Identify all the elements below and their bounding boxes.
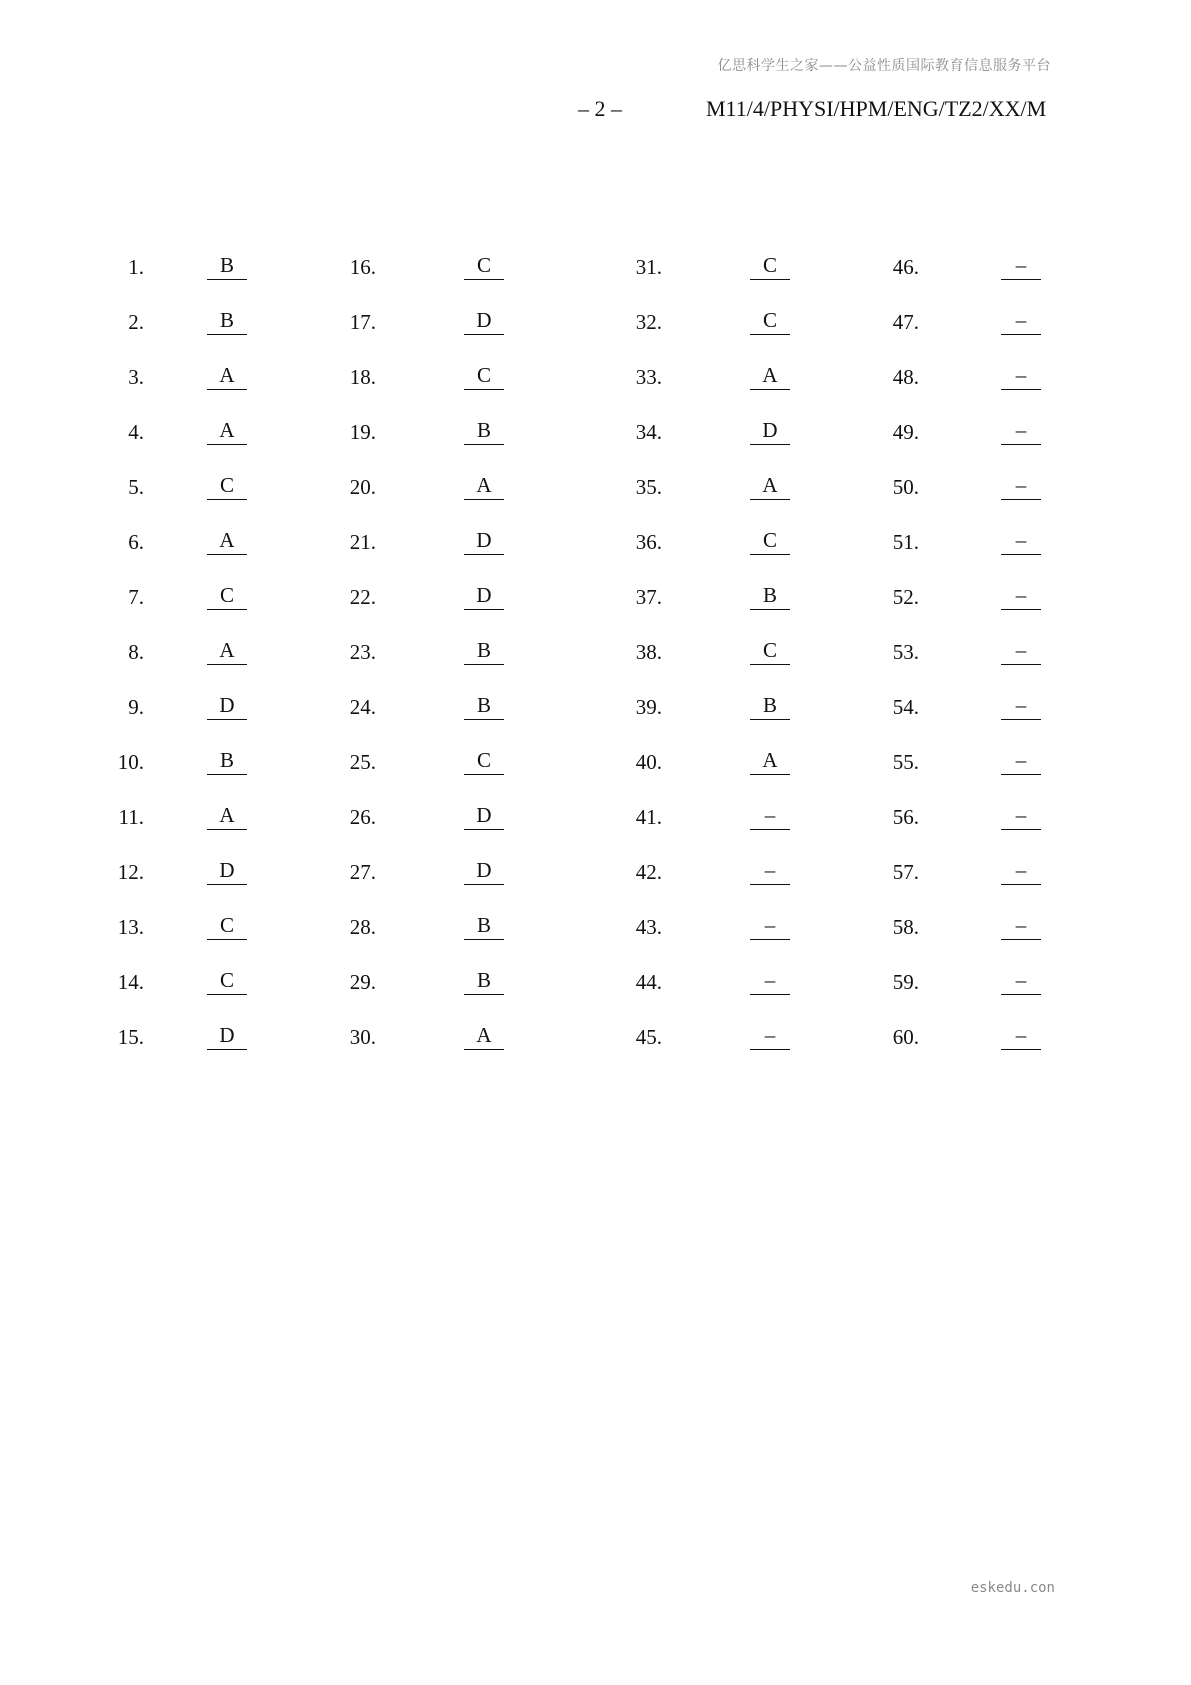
question-number: 43. [635,915,662,939]
question-number: 14. [117,970,144,994]
question-number: 23. [349,640,376,664]
answer-row [0,692,1191,722]
question-number: 11. [118,805,144,829]
question-number: 13. [117,915,144,939]
answer-row [0,417,1191,447]
answer-letter: – [1001,582,1041,610]
question-number: 49. [892,420,919,444]
answer-row [0,967,1191,997]
answer-letter: A [207,802,247,830]
question-number: 37. [635,585,662,609]
answer-letter: D [750,417,790,445]
answer-letter: A [207,362,247,390]
question-number: 42. [635,860,662,884]
question-number: 12. [117,860,144,884]
answer-letter: C [207,472,247,500]
answer-letter: – [1001,857,1041,885]
question-number: 41. [635,805,662,829]
answer-letter: – [750,912,790,940]
answer-letter: – [1001,1022,1041,1050]
answer-row [0,582,1191,612]
question-number: 20. [349,475,376,499]
question-number: 31. [635,255,662,279]
answer-letter: C [464,362,504,390]
answer-letter: C [207,582,247,610]
answer-row [0,307,1191,337]
question-number: 30. [349,1025,376,1049]
question-number: 18. [349,365,376,389]
question-number: 33. [635,365,662,389]
answer-letter: B [464,912,504,940]
answer-letter: A [207,417,247,445]
question-number: 29. [349,970,376,994]
answer-letter: D [464,307,504,335]
question-number: 50. [892,475,919,499]
question-number: 54. [892,695,919,719]
question-number: 16. [349,255,376,279]
question-number: 5. [128,475,144,499]
question-number: 60. [892,1025,919,1049]
question-number: 52. [892,585,919,609]
question-number: 7. [128,585,144,609]
answer-letter: A [464,472,504,500]
answer-letter: C [207,967,247,995]
answer-row [0,637,1191,667]
document-code: M11/4/PHYSI/HPM/ENG/TZ2/XX/M [706,96,1047,121]
answer-letter: C [207,912,247,940]
answer-letter: D [207,1022,247,1050]
question-number: 47. [892,310,919,334]
answer-letter: D [464,802,504,830]
question-number: 27. [349,860,376,884]
answer-letter: C [464,747,504,775]
question-number: 24. [349,695,376,719]
question-number: 58. [892,915,919,939]
question-number: 2. [128,310,144,334]
answer-letter: D [207,692,247,720]
question-number: 48. [892,365,919,389]
answer-row [0,472,1191,502]
answer-row [0,1022,1191,1052]
page-number: – 2 – [578,96,622,121]
answer-letter: A [750,362,790,390]
answer-key-grid [0,252,1191,1049]
question-number: 10. [117,750,144,774]
answer-row [0,747,1191,777]
answer-row [0,362,1191,392]
question-number: 40. [635,750,662,774]
question-number: 55. [892,750,919,774]
question-number: 57. [892,860,919,884]
answer-letter: C [750,252,790,280]
answer-letter: B [207,252,247,280]
question-number: 25. [349,750,376,774]
question-number: 44. [635,970,662,994]
question-number: 3. [128,365,144,389]
answer-letter: B [464,967,504,995]
answer-row [0,802,1191,832]
answer-letter: A [207,637,247,665]
answer-letter: B [207,307,247,335]
question-number: 35. [635,475,662,499]
answer-letter: – [1001,747,1041,775]
answer-letter: A [464,1022,504,1050]
answer-letter: – [1001,417,1041,445]
answer-letter: – [750,1022,790,1050]
question-number: 19. [349,420,376,444]
answer-letter: B [750,692,790,720]
answer-letter: – [1001,637,1041,665]
question-number: 32. [635,310,662,334]
footer-watermark: eskedu.con [970,1580,1055,1596]
question-number: 28. [349,915,376,939]
answer-letter: – [1001,527,1041,555]
answer-letter: – [1001,912,1041,940]
answer-letter: – [1001,307,1041,335]
answer-row [0,527,1191,557]
question-number: 53. [892,640,919,664]
answer-letter: A [750,472,790,500]
answer-letter: C [750,637,790,665]
answer-letter: B [464,417,504,445]
answer-letter: – [1001,802,1041,830]
answer-letter: – [750,857,790,885]
answer-letter: – [1001,967,1041,995]
answer-letter: C [750,307,790,335]
answer-letter: C [464,252,504,280]
answer-row [0,252,1191,282]
answer-letter: B [464,692,504,720]
question-number: 1. [128,255,144,279]
question-number: 21. [349,530,376,554]
answer-letter: D [464,582,504,610]
question-number: 46. [892,255,919,279]
answer-letter: B [207,747,247,775]
question-number: 38. [635,640,662,664]
answer-letter: D [464,857,504,885]
question-number: 26. [349,805,376,829]
question-number: 51. [892,530,919,554]
question-number: 34. [635,420,662,444]
answer-row [0,912,1191,942]
header-watermark: 亿思科学生之家——公益性质国际教育信息服务平台 [717,58,1051,74]
question-number: 15. [117,1025,144,1049]
answer-letter: A [207,527,247,555]
question-number: 59. [892,970,919,994]
answer-letter: D [207,857,247,885]
question-number: 45. [635,1025,662,1049]
answer-letter: A [750,747,790,775]
answer-letter: D [464,527,504,555]
question-number: 39. [635,695,662,719]
answer-letter: – [750,967,790,995]
question-number: 22. [349,585,376,609]
question-number: 17. [349,310,376,334]
question-number: 36. [635,530,662,554]
answer-letter: B [464,637,504,665]
answer-letter: – [1001,252,1041,280]
answer-letter: – [1001,472,1041,500]
answer-letter: B [750,582,790,610]
answer-letter: – [750,802,790,830]
answer-row [0,857,1191,887]
question-number: 6. [128,530,144,554]
answer-letter: – [1001,362,1041,390]
question-number: 56. [892,805,919,829]
question-number: 4. [128,420,144,444]
question-number: 8. [128,640,144,664]
answer-letter: C [750,527,790,555]
answer-letter: – [1001,692,1041,720]
question-number: 9. [128,695,144,719]
